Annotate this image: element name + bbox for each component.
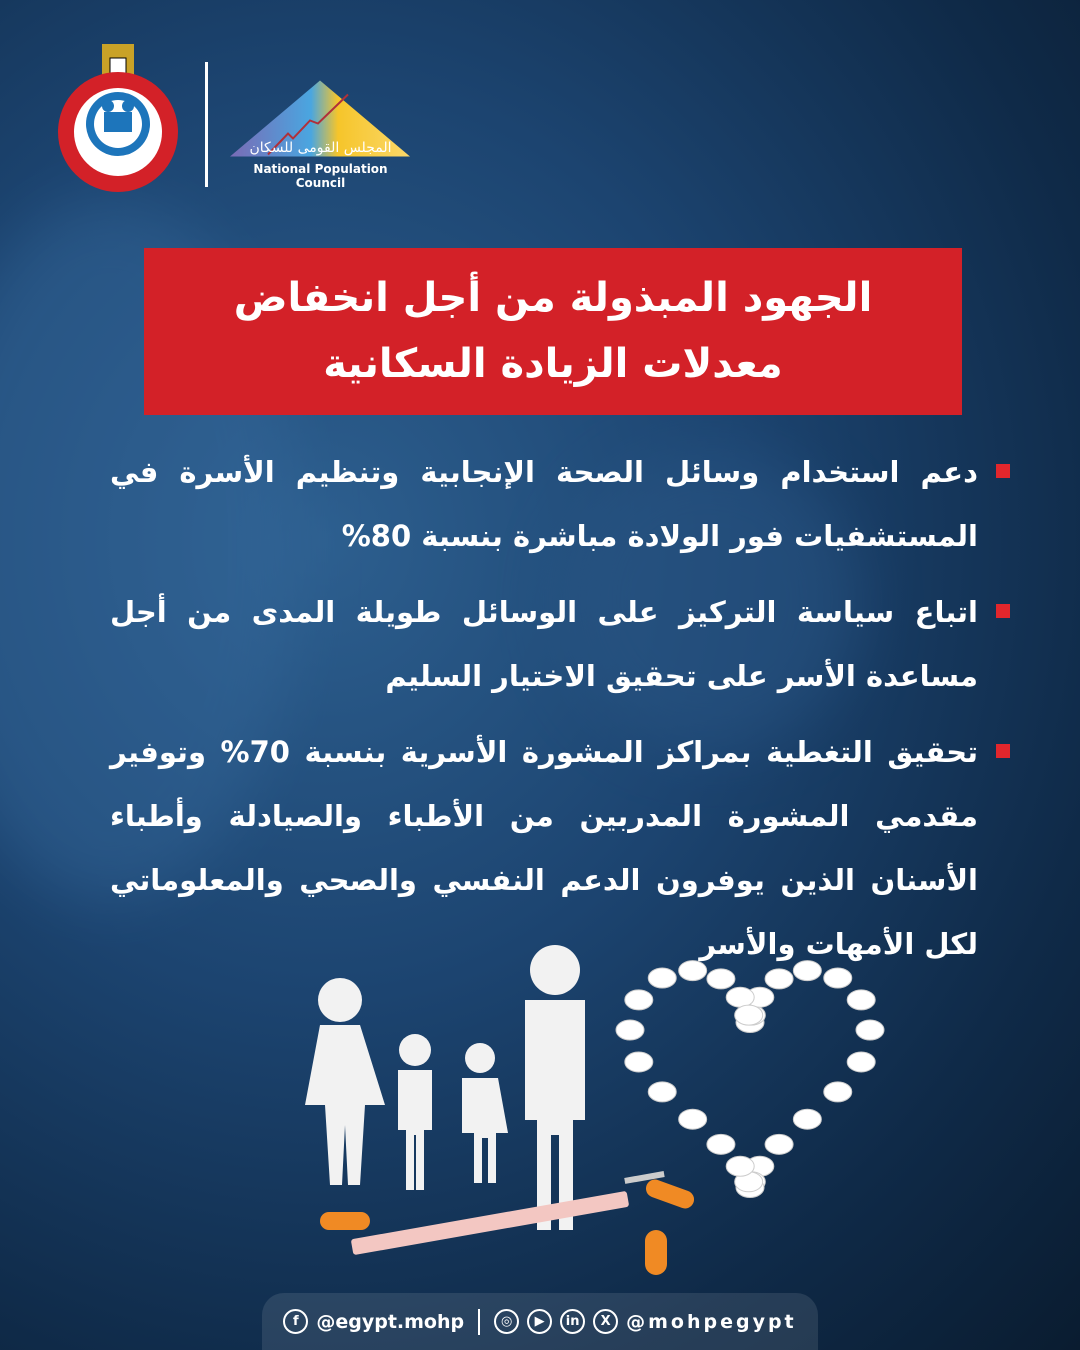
x-icon[interactable]: X [593,1309,618,1334]
pill-icon [648,968,676,988]
social-handle[interactable]: @mohpegypt [626,1310,797,1333]
syringe-icon [351,1171,665,1255]
pill-icon [735,1005,763,1025]
logo-divider [205,62,208,187]
bullet-list [110,440,1010,988]
youtube-icon[interactable]: ▶ [527,1309,552,1334]
bullet-square-icon [996,604,1010,618]
pill-icon [707,969,735,989]
bullet-item [110,720,1010,976]
bullet-item [110,580,1010,708]
pill-icon [625,1052,653,1072]
bullet-square-icon [996,464,1010,478]
pill-icon [847,990,875,1010]
npc-name-english: National Population Council [253,162,388,190]
pill-icon [824,1082,852,1102]
bullet-text: تحقيق التغطية بمراكز المشورة الأسرية بنسبة 70% وتوفير مقدمي المشورة المدربين من الأطباء والصيادلة وأطباء الأسنان الذين يوفرون الدعم النفسي والصحي والمعلوماتي لكل الأمهات والأسر [110,735,978,961]
pill-icon [616,1020,644,1040]
social-footer [262,1293,818,1350]
pill-icon [793,961,821,981]
bullet-item [110,440,1010,568]
pill-icon [847,1052,875,1072]
pill-icon [765,969,793,989]
family-silhouette-icon [305,945,585,1230]
pill-icon [707,1134,735,1154]
family-pills-illustration [290,940,890,1290]
bullet-text: دعم استخدام وسائل الصحة الإنجابية وتنظيم الأسرة في المستشفيات فور الولادة مباشرة بنسبة 80% [110,455,978,553]
title-line-2: معدلات الزيادة السكانية [323,341,783,387]
facebook-handle[interactable]: @egypt.mohp [316,1310,465,1333]
pill-icon [765,1134,793,1154]
bullet-text: اتباع سياسة التركيز على الوسائل طويلة المدى من أجل مساعدة الأسر على تحقيق الاختيار السليم [110,595,978,693]
bullet-square-icon [996,744,1010,758]
pill-icon [679,1109,707,1129]
pill-heart-icon [616,961,884,1198]
pill-icon [726,1156,754,1176]
pill-icon [856,1020,884,1040]
linkedin-icon[interactable]: in [560,1309,585,1334]
pill-icon [824,968,852,988]
title-line-1: الجهود المبذولة من أجل انخفاض [233,275,873,321]
npc-name-arabic: المجلس القومى للسكان [249,140,392,156]
title-banner [144,248,962,415]
pill-icon [679,961,707,981]
footer-divider [478,1309,480,1335]
ministry-of-health-logo [52,42,184,192]
pill-icon [793,1109,821,1129]
pill-icon [648,1082,676,1102]
instagram-icon[interactable]: ◎ [494,1309,519,1334]
facebook-icon[interactable]: f [283,1309,308,1334]
pill-icon [726,987,754,1007]
pill-icon [625,990,653,1010]
